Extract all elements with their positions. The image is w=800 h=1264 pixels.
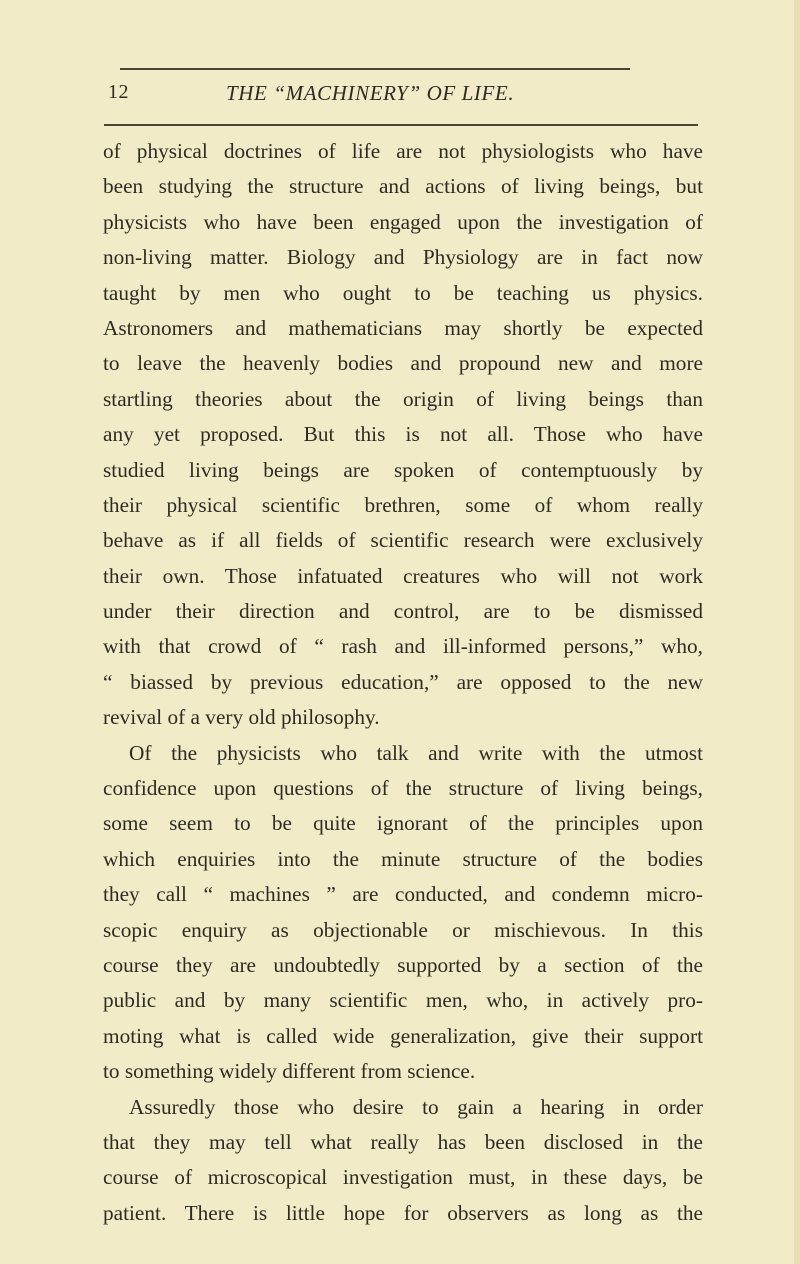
text-line: patient. There is little hope for observers as long as the xyxy=(103,1200,703,1225)
header-rule xyxy=(104,124,698,126)
text-line: taught by men who ought to be teaching us physics. xyxy=(103,280,703,305)
paragraph-start-line: Assuredly those who desire to gain a hearing in order xyxy=(129,1094,703,1119)
text-line: been studying the structure and actions of living beings, but xyxy=(103,174,703,199)
text-line: of physical doctrines of life are not physiologists who have xyxy=(103,139,703,163)
text-line: physicists who have been engaged upon the investigation of xyxy=(103,209,703,234)
text-line: their own. Those infatuated creatures who will not work xyxy=(103,563,703,588)
body-text xyxy=(103,134,703,1231)
text-line: which enquiries into the minute structure of the bodies xyxy=(103,846,703,871)
paragraph-start-line: Of the physicists who talk and write with the utmost xyxy=(129,740,703,765)
text-line: moting what is called wide generalization, give their support xyxy=(103,1023,703,1048)
text-line: with that crowd of “ rash and ill-informed persons,” who, xyxy=(103,634,703,659)
text-line: Astronomers and mathematicians may shortly be expected xyxy=(103,315,703,340)
text-line: scopic enquiry as objectionable or mischievous. In this xyxy=(103,917,703,942)
text-line: studied living beings are spoken of contemptuously by xyxy=(103,457,703,482)
text-line: under their direction and control, are to be dismissed xyxy=(103,599,703,624)
text-line: confidence upon questions of the structure of living beings, xyxy=(103,776,703,801)
page-number: 12 xyxy=(108,81,129,103)
text-line: their physical scientific brethren, some of whom really xyxy=(103,492,703,517)
text-line: public and by many scientific men, who, in actively pro- xyxy=(103,988,703,1013)
top-rule xyxy=(120,68,630,70)
running-title: THE “MACHINERY” OF LIFE. xyxy=(226,81,515,105)
text-line: any yet proposed. But this is not all. Those who have xyxy=(103,422,703,447)
page-header xyxy=(108,81,698,113)
text-line: behave as if all fields of scientific research were exclusively xyxy=(103,528,703,553)
text-line: that they may tell what really has been disclosed in the xyxy=(103,1129,703,1154)
text-line: startling theories about the origin of living beings than xyxy=(103,386,703,411)
text-line: non-living matter. Biology and Physiology are in fact now xyxy=(103,245,703,270)
text-line: to leave the heavenly bodies and propound new and more xyxy=(103,351,703,376)
text-line: “ biassed by previous education,” are opposed to the new xyxy=(103,669,703,694)
paragraph-end-line: to something widely different from science. xyxy=(103,1059,476,1084)
text-line: course of microscopical investigation must, in these days, be xyxy=(103,1165,703,1190)
text-line: some seem to be quite ignorant of the principles upon xyxy=(103,811,703,836)
text-line: course they are undoubtedly supported by a section of the xyxy=(103,952,703,977)
page-edge xyxy=(794,0,800,1264)
text-line: they call “ machines ” are conducted, and condemn micro- xyxy=(103,882,703,907)
paragraph-end-line: revival of a very old philosophy. xyxy=(103,705,380,730)
